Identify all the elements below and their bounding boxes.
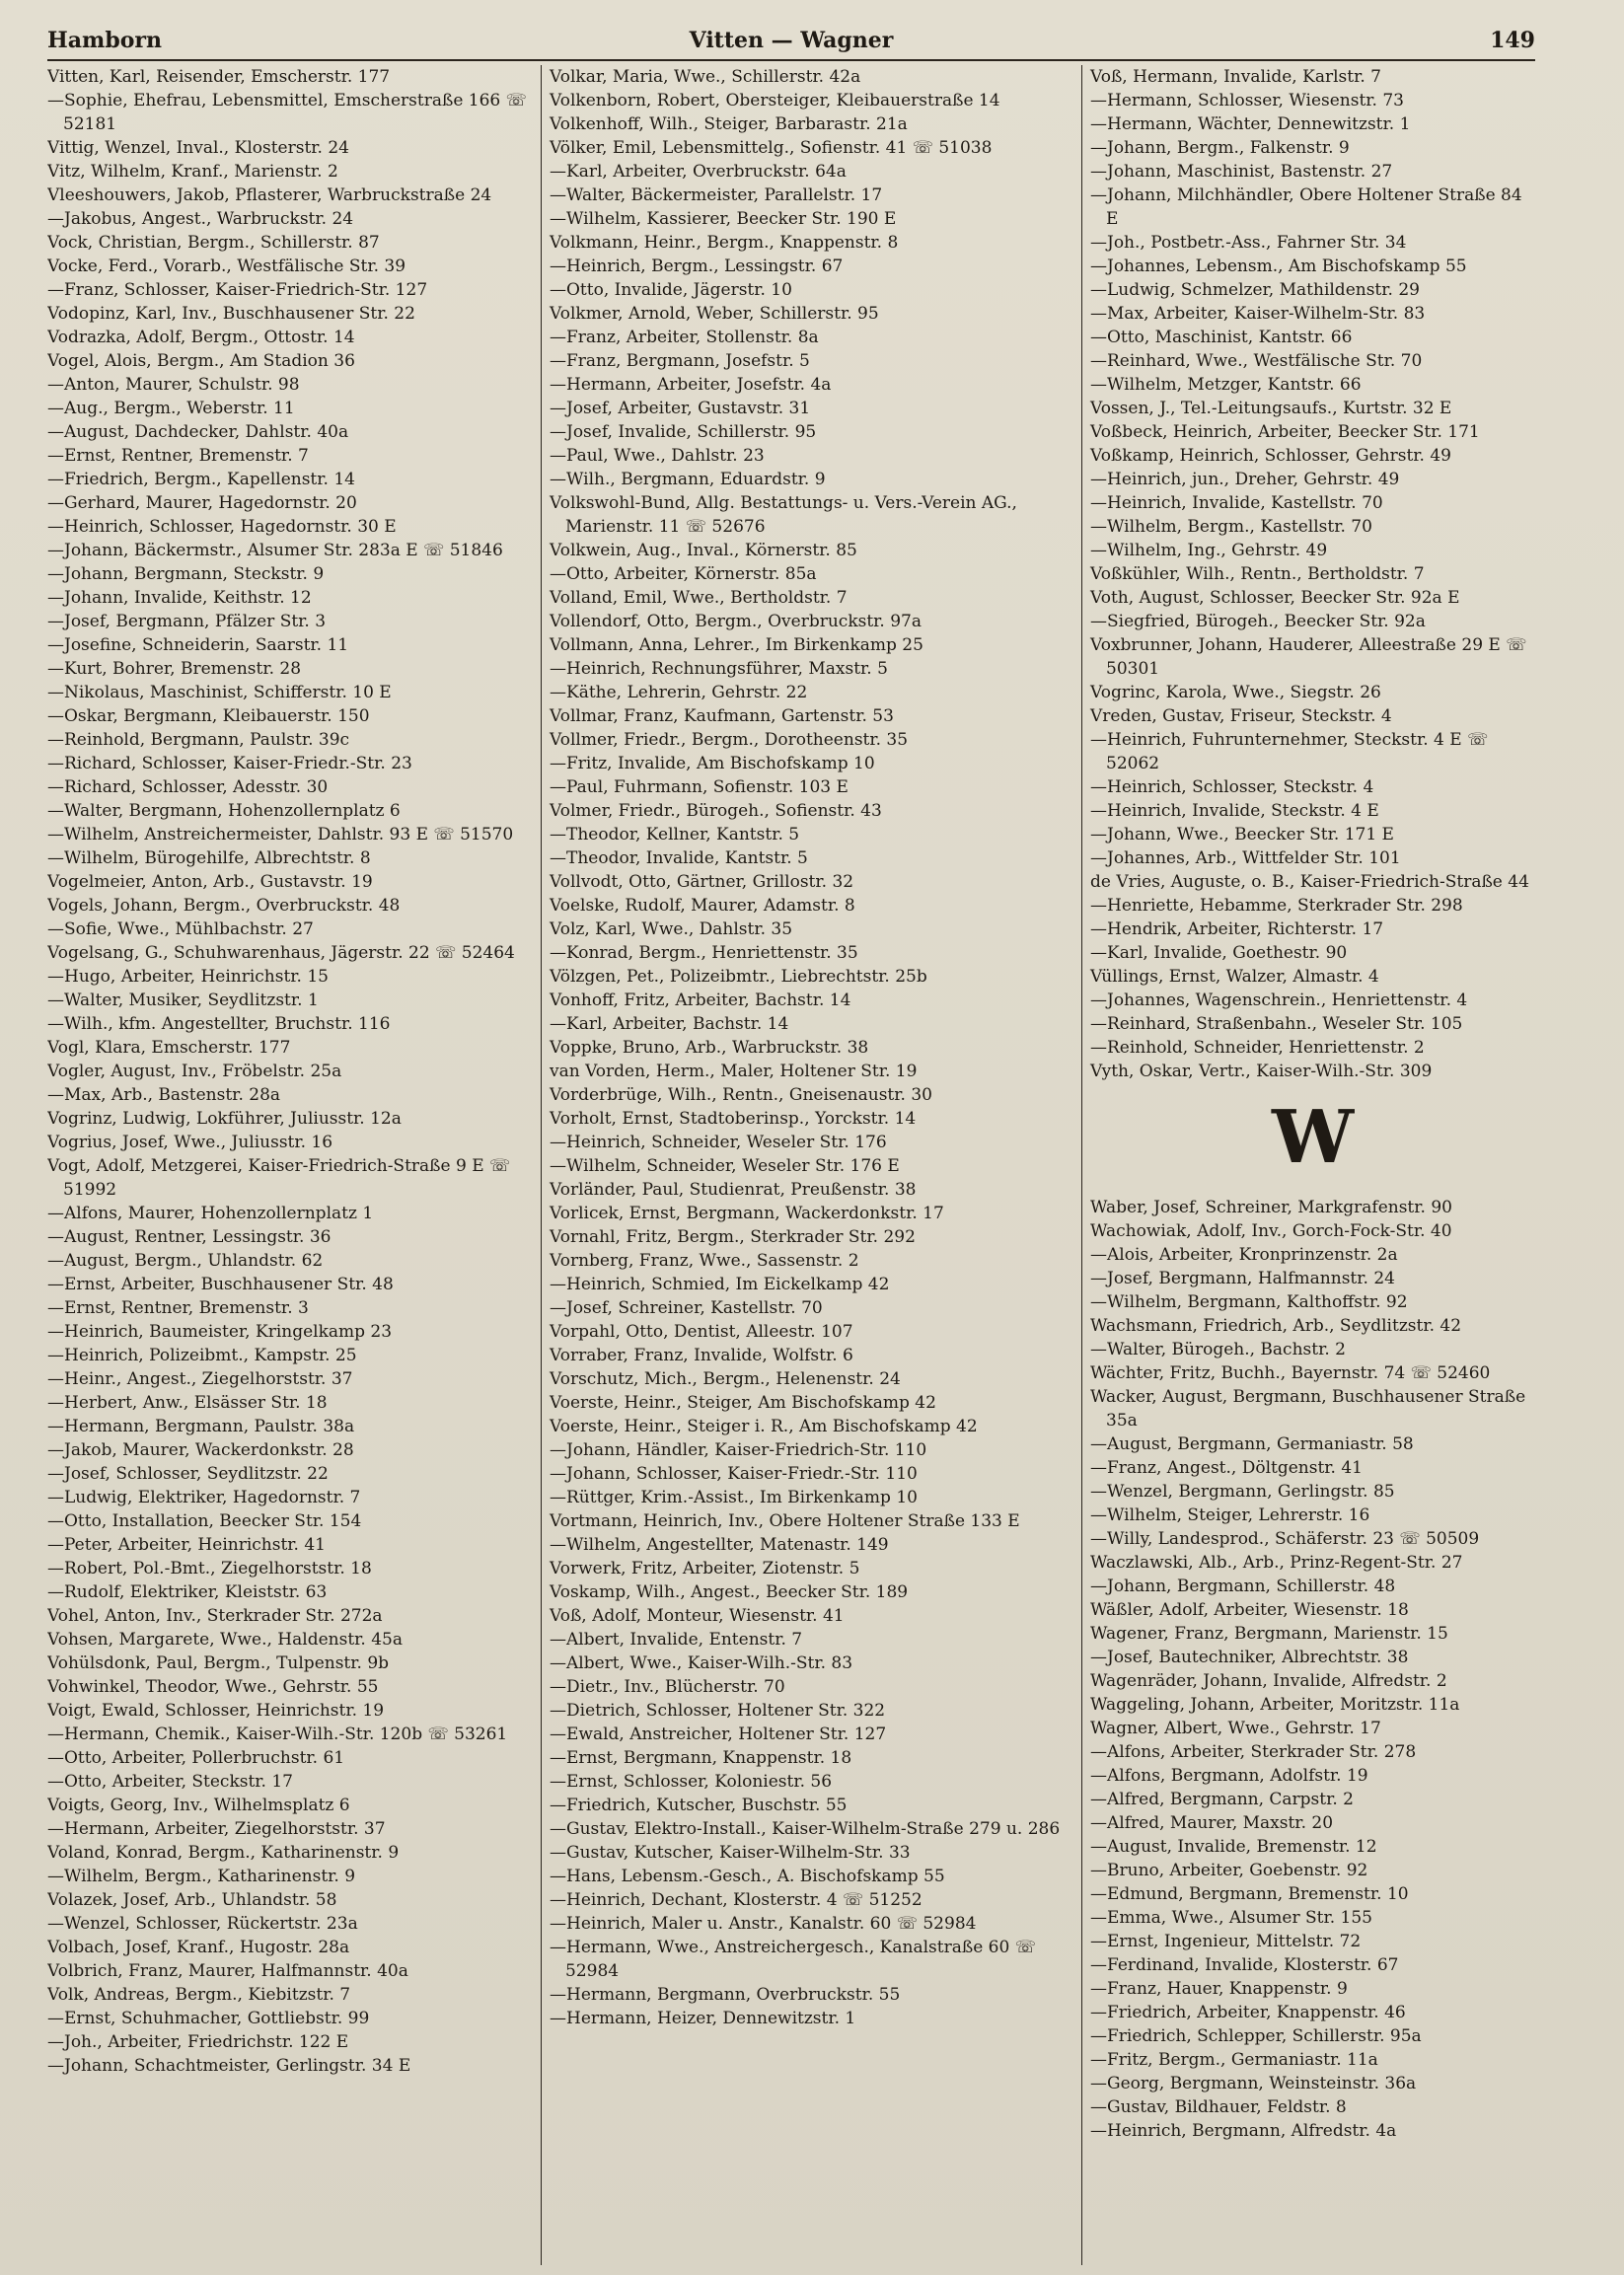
directory-entry: —Walter, Bürogeh., Bachstr. 2 <box>1090 1340 1346 1359</box>
directory-entry: —Wilh., kfm. Angestellter, Bruchstr. 116 <box>47 1014 391 1034</box>
column-3-w-entries <box>1090 1196 1535 2143</box>
directory-entry: —Otto, Arbeiter, Körnerstr. 85a <box>550 564 817 584</box>
directory-entry: —Ewald, Anstreicher, Holtener Str. 127 <box>550 1725 887 1744</box>
directory-entry: Voigts, Georg, Inv., Wilhelmsplatz 6 <box>47 1796 350 1815</box>
directory-entry: Wagener, Franz, Bergmann, Marienstr. 15 <box>1090 1624 1448 1644</box>
directory-entry: —Hermann, Arbeiter, Josefstr. 4a <box>550 375 832 395</box>
directory-entry: —Ernst, Rentner, Bremenstr. 7 <box>47 446 309 466</box>
directory-entry: —Heinr., Angest., Ziegelhorststr. 37 <box>47 1369 353 1389</box>
directory-entry: —Heinrich, Invalide, Kastellstr. 70 <box>1090 493 1383 513</box>
directory-entry: —Alfons, Maurer, Hohenzollernplatz 1 <box>47 1204 374 1223</box>
directory-entry: —Theodor, Kellner, Kantstr. 5 <box>550 825 800 844</box>
directory-entry: —Joh., Postbetr.-Ass., Fahrner Str. 34 <box>1090 233 1407 253</box>
directory-entry: —Reinhard, Straßenbahn., Weseler Str. 105 <box>1090 1014 1463 1034</box>
directory-entry: —Emma, Wwe., Alsumer Str. 155 <box>1090 1908 1372 1928</box>
directory-entry: —Johann, Milchhändler, Obere Holtener Straße 84 E <box>1090 185 1522 229</box>
directory-entry: —Heinrich, Bergmann, Alfredstr. 4a <box>1090 2121 1397 2141</box>
directory-entry: Vohel, Anton, Inv., Sterkrader Str. 272a <box>47 1606 383 1626</box>
directory-entry: —Alfred, Bergmann, Carpstr. 2 <box>1090 1790 1354 1809</box>
directory-entry: —Heinrich, Rechnungsführer, Maxstr. 5 <box>550 659 888 679</box>
directory-entry: —Gustav, Bildhauer, Feldstr. 8 <box>1090 2097 1347 2117</box>
directory-entry: —Wilhelm, Kassierer, Beecker Str. 190 E <box>550 209 897 229</box>
directory-entry: —Konrad, Bergm., Henriettenstr. 35 <box>550 943 858 963</box>
directory-entry: —Aug., Bergm., Weberstr. 11 <box>47 399 295 418</box>
directory-entry: —Karl, Invalide, Goethestr. 90 <box>1090 943 1348 963</box>
directory-entry: Vornahl, Fritz, Bergm., Sterkrader Str. 292 <box>550 1227 916 1247</box>
directory-entry: Volazek, Josef, Arb., Uhlandstr. 58 <box>47 1890 337 1910</box>
directory-entry: —Wilhelm, Bürogehilfe, Albrechtstr. 8 <box>47 848 371 868</box>
directory-entry: Vock, Christian, Bergm., Schillerstr. 87 <box>47 233 380 253</box>
directory-entry: —Alfons, Arbeiter, Sterkrader Str. 278 <box>1090 1742 1417 1762</box>
directory-entry: —Franz, Arbeiter, Stollenstr. 8a <box>550 328 819 347</box>
directory-entry: —Siegfried, Bürogeh., Beecker Str. 92a <box>1090 612 1426 631</box>
directory-entry: Wacker, August, Bergmann, Buschhausener Straße 35a <box>1090 1387 1526 1431</box>
directory-entry: Volmer, Friedr., Bürogeh., Sofienstr. 43 <box>550 801 882 821</box>
directory-entry: —Johann, Schlosser, Kaiser-Friedr.-Str. 110 <box>550 1464 918 1484</box>
directory-entry: Vogl, Klara, Emscherstr. 177 <box>47 1038 291 1058</box>
directory-entry: Waczlawski, Alb., Arb., Prinz-Regent-Str. 27 <box>1090 1553 1463 1573</box>
directory-entry: —Bruno, Arbeiter, Goebenstr. 92 <box>1090 1861 1368 1880</box>
directory-entry: Voerste, Heinr., Steiger i. R., Am Bischofskamp 42 <box>550 1417 978 1436</box>
directory-entry: —Herbert, Anw., Elsässer Str. 18 <box>47 1393 328 1413</box>
directory-entry: —Friedrich, Bergm., Kapellenstr. 14 <box>47 470 355 489</box>
directory-entry: —Heinrich, Schneider, Weseler Str. 176 <box>550 1133 887 1152</box>
column-1 <box>47 65 531 2265</box>
directory-entry: Vollvodt, Otto, Gärtner, Grillostr. 32 <box>550 872 854 892</box>
directory-entry: —Jakob, Maurer, Wackerdonkstr. 28 <box>47 1440 354 1460</box>
directory-entry: —Heinrich, Schlosser, Steckstr. 4 <box>1090 777 1374 797</box>
directory-entry: Vittig, Wenzel, Inval., Klosterstr. 24 <box>47 138 349 158</box>
directory-entry: —Franz, Bergmann, Josefstr. 5 <box>550 351 810 371</box>
directory-entry: —Fritz, Invalide, Am Bischofskamp 10 <box>550 754 875 773</box>
directory-entry: Vleeshouwers, Jakob, Pflasterer, Warbruckstraße 24 <box>47 185 492 205</box>
directory-entry: —Ludwig, Elektriker, Hagedornstr. 7 <box>47 1488 361 1507</box>
directory-entry: —Johann, Maschinist, Bastenstr. 27 <box>1090 162 1393 182</box>
directory-entry: —Robert, Pol.-Bmt., Ziegelhorststr. 18 <box>47 1559 372 1578</box>
directory-entry: —Heinrich, Dechant, Klosterstr. 4 ☏ 51252 <box>550 1890 923 1910</box>
directory-entry: Vreden, Gustav, Friseur, Steckstr. 4 <box>1090 706 1392 726</box>
directory-entry: Volk, Andreas, Bergm., Kiebitzstr. 7 <box>47 1985 351 2005</box>
directory-entry: Volkar, Maria, Wwe., Schillerstr. 42a <box>550 67 861 87</box>
directory-entry: Voth, August, Schlosser, Beecker Str. 92a E <box>1090 588 1460 608</box>
directory-entry: Volkenhoff, Wilh., Steiger, Barbarastr. 21a <box>550 114 908 134</box>
directory-entry: —Heinrich, Fuhrunternehmer, Steckstr. 4 E ☏ 52062 <box>1090 730 1489 773</box>
directory-entry: Vitten, Karl, Reisender, Emscherstr. 177 <box>47 67 391 87</box>
column-2 <box>541 65 1081 2265</box>
directory-entry: —Dietr., Inv., Blücherstr. 70 <box>550 1677 785 1697</box>
directory-entry: Voßkühler, Wilh., Rentn., Bertholdstr. 7 <box>1090 564 1425 584</box>
directory-entry: Vossen, J., Tel.-Leitungsaufs., Kurtstr. 32 E <box>1090 399 1452 418</box>
directory-entry: —Gustav, Kutscher, Kaiser-Wilhelm-Str. 33 <box>550 1843 911 1863</box>
directory-entry: —Johann, Händler, Kaiser-Friedrich-Str. 110 <box>550 1440 927 1460</box>
directory-entry: Vonhoff, Fritz, Arbeiter, Bachstr. 14 <box>550 991 851 1010</box>
directory-entry: —Josefine, Schneiderin, Saarstr. 11 <box>47 635 349 655</box>
directory-entry: —Heinrich, Polizeibmt., Kampstr. 25 <box>47 1346 357 1365</box>
directory-entry: Vollmer, Friedr., Bergm., Dorotheenstr. 35 <box>550 730 909 750</box>
directory-entry: Vyth, Oskar, Vertr., Kaiser-Wilh.-Str. 309 <box>1090 1062 1433 1081</box>
directory-entry: —Hermann, Wächter, Dennewitzstr. 1 <box>1090 114 1411 134</box>
directory-entry: Vohwinkel, Theodor, Wwe., Gehrstr. 55 <box>47 1677 379 1697</box>
directory-entry: —Alois, Arbeiter, Kronprinzenstr. 2a <box>1090 1245 1398 1265</box>
directory-entry: —Reinhold, Schneider, Henriettenstr. 2 <box>1090 1038 1425 1058</box>
directory-entry: —Hermann, Heizer, Dennewitzstr. 1 <box>550 2009 856 2028</box>
directory-entry: van Vorden, Herm., Maler, Holtener Str. 19 <box>550 1062 918 1081</box>
directory-entry: —Johann, Bergmann, Schillerstr. 48 <box>1090 1577 1396 1596</box>
directory-entry: —Hermann, Wwe., Anstreichergesch., Kanalstraße 60 ☏ 52984 <box>550 1938 1036 1981</box>
directory-entry: —Johann, Invalide, Keithstr. 12 <box>47 588 312 608</box>
directory-entry: —Josef, Bergmann, Pfälzer Str. 3 <box>47 612 327 631</box>
directory-entry: —Josef, Invalide, Schillerstr. 95 <box>550 422 817 442</box>
directory-entry: —Reinhold, Bergmann, Paulstr. 39c <box>47 730 350 750</box>
directory-entry: —August, Rentner, Lessingstr. 36 <box>47 1227 332 1247</box>
directory-entry: Vogelsang, G., Schuhwarenhaus, Jägerstr. 22 ☏ 52464 <box>47 943 515 963</box>
directory-entry: —Karl, Arbeiter, Bachstr. 14 <box>550 1014 789 1034</box>
directory-entry: —Josef, Arbeiter, Gustavstr. 31 <box>550 399 811 418</box>
directory-entry: —Josef, Bautechniker, Albrechtstr. 38 <box>1090 1648 1409 1667</box>
directory-entry: —Friedrich, Kutscher, Buschstr. 55 <box>550 1796 848 1815</box>
section-letter: W <box>1271 1095 1355 1180</box>
directory-entry: Völker, Emil, Lebensmittelg., Sofienstr. 41 ☏ 51038 <box>550 138 993 158</box>
directory-entry: —Georg, Bergmann, Weinsteinstr. 36a <box>1090 2074 1417 2093</box>
directory-entry: —Hermann, Bergmann, Overbruckstr. 55 <box>550 1985 901 2005</box>
directory-entry: Voß, Hermann, Invalide, Karlstr. 7 <box>1090 67 1381 87</box>
directory-entry: Wagner, Albert, Wwe., Gehrstr. 17 <box>1090 1719 1381 1738</box>
directory-entry: Vorholt, Ernst, Stadtoberinsp., Yorckstr. 14 <box>550 1109 917 1129</box>
directory-entry: —Sofie, Wwe., Mühlbachstr. 27 <box>47 919 314 939</box>
directory-entry: —Otto, Maschinist, Kantstr. 66 <box>1090 328 1353 347</box>
directory-entry: —Wilhelm, Angestellter, Matenastr. 149 <box>550 1535 889 1555</box>
directory-entry: Vorlicek, Ernst, Bergmann, Wackerdonkstr. 17 <box>550 1204 944 1223</box>
directory-entry: Wäßler, Adolf, Arbeiter, Wiesenstr. 18 <box>1090 1600 1409 1620</box>
directory-entry: Vogt, Adolf, Metzgerei, Kaiser-Friedrich-Straße 9 E ☏ 51992 <box>47 1156 511 1200</box>
directory-entry: —Otto, Arbeiter, Steckstr. 17 <box>47 1772 293 1792</box>
directory-entry: Vogrinc, Karola, Wwe., Siegstr. 26 <box>1090 683 1381 702</box>
directory-entry: Vogelmeier, Anton, Arb., Gustavstr. 19 <box>47 872 373 892</box>
directory-entry: —Joh., Arbeiter, Friedrichstr. 122 E <box>47 2032 349 2052</box>
directory-entry: —Anton, Maurer, Schulstr. 98 <box>47 375 300 395</box>
directory-entry: —Ferdinand, Invalide, Klosterstr. 67 <box>1090 1955 1399 1975</box>
directory-entry: —Jakobus, Angest., Warbruckstr. 24 <box>47 209 354 229</box>
directory-entry: Vorschutz, Mich., Bergm., Helenenstr. 24 <box>550 1369 901 1389</box>
directory-entry: —Hendrik, Arbeiter, Richterstr. 17 <box>1090 919 1384 939</box>
directory-entry: Wachowiak, Adolf, Inv., Gorch-Fock-Str. 40 <box>1090 1221 1452 1241</box>
directory-entry: —Heinrich, Maler u. Anstr., Kanalstr. 60 ☏ 52984 <box>550 1914 977 1934</box>
directory-entry: Vorraber, Franz, Invalide, Wolfstr. 6 <box>550 1346 853 1365</box>
directory-entry: —Henriette, Hebamme, Sterkrader Str. 298 <box>1090 896 1463 916</box>
directory-entry: —Nikolaus, Maschinist, Schifferstr. 10 E <box>47 683 392 702</box>
directory-entry: —Wilh., Bergmann, Eduardstr. 9 <box>550 470 826 489</box>
directory-entry: —Richard, Schlosser, Adesstr. 30 <box>47 777 329 797</box>
directory-entry: —August, Bergmann, Germaniastr. 58 <box>1090 1434 1414 1454</box>
directory-entry: Vorländer, Paul, Studienrat, Preußenstr. 38 <box>550 1180 917 1200</box>
directory-entry: Voskamp, Wilh., Angest., Beecker Str. 189 <box>550 1582 909 1602</box>
directory-entry: —Heinrich, jun., Dreher, Gehrstr. 49 <box>1090 470 1400 489</box>
directory-entry: —August, Dachdecker, Dahlstr. 40a <box>47 422 349 442</box>
directory-entry: Voppke, Bruno, Arb., Warbruckstr. 38 <box>550 1038 869 1058</box>
directory-entry: —Josef, Schlosser, Seydlitzstr. 22 <box>47 1464 329 1484</box>
page-number: 149 <box>1490 28 1535 53</box>
directory-entry: Vocke, Ferd., Vorarb., Westfälische Str. 39 <box>47 257 406 276</box>
directory-entry: —Oskar, Bergmann, Kleibauerstr. 150 <box>47 706 370 726</box>
directory-entry: —Wilhelm, Schneider, Weseler Str. 176 E <box>550 1156 900 1176</box>
directory-entry: —August, Bergm., Uhlandstr. 62 <box>47 1251 324 1271</box>
directory-entry: Vorpahl, Otto, Dentist, Alleestr. 107 <box>550 1322 853 1342</box>
directory-entry: —Otto, Arbeiter, Pollerbruchstr. 61 <box>47 1748 345 1768</box>
directory-entry: —Franz, Schlosser, Kaiser-Friedrich-Str. 127 <box>47 280 428 300</box>
directory-entry: —Reinhard, Wwe., Westfälische Str. 70 <box>1090 351 1423 371</box>
directory-entry: —Heinrich, Baumeister, Kringelkamp 23 <box>47 1322 393 1342</box>
directory-entry: Volland, Emil, Wwe., Bertholdstr. 7 <box>550 588 848 608</box>
directory-entry: Volkmann, Heinr., Bergm., Knappenstr. 8 <box>550 233 899 253</box>
directory-entry: —Käthe, Lehrerin, Gehrstr. 22 <box>550 683 808 702</box>
directory-entry: —Ludwig, Schmelzer, Mathildenstr. 29 <box>1090 280 1420 300</box>
directory-entry: —Johannes, Lebensm., Am Bischofskamp 55 <box>1090 257 1467 276</box>
directory-entry: —Fritz, Bergm., Germaniastr. 11a <box>1090 2050 1378 2070</box>
directory-entry: —Hans, Lebensm.-Gesch., A. Bischofskamp 55 <box>550 1867 945 1886</box>
page-header <box>47 24 1535 61</box>
directory-entry: Voxbrunner, Johann, Hauderer, Alleestraße 29 E ☏ 50301 <box>1090 635 1527 679</box>
directory-entry: Volkswohl-Bund, Allg. Bestattungs- u. Vers.-Verein AG., Marienstr. 11 ☏ 52676 <box>550 493 1017 537</box>
directory-entry: Vohsen, Margarete, Wwe., Haldenstr. 45a <box>47 1630 403 1650</box>
directory-entry: —Hermann, Arbeiter, Ziegelhorststr. 37 <box>47 1819 386 1839</box>
directory-entry: Voland, Konrad, Bergm., Katharinenstr. 9 <box>47 1843 400 1863</box>
directory-entry: Voßbeck, Heinrich, Arbeiter, Beecker Str. 171 <box>1090 422 1480 442</box>
directory-entry: Vortmann, Heinrich, Inv., Obere Holtener Straße 133 E <box>550 1511 1020 1531</box>
directory-entry: —Walter, Musiker, Seydlitzstr. 1 <box>47 991 319 1010</box>
directory-entry: Wachsmann, Friedrich, Arb., Seydlitzstr. 42 <box>1090 1316 1462 1336</box>
directory-entry: de Vries, Auguste, o. B., Kaiser-Friedrich-Straße 44 <box>1090 872 1529 892</box>
directory-entry: —Gustav, Elektro-Install., Kaiser-Wilhelm-Straße 279 u. 286 <box>550 1819 1061 1839</box>
directory-entry: —Ernst, Arbeiter, Buschhausener Str. 48 <box>47 1275 394 1294</box>
directory-entry: Vitz, Wilhelm, Kranf., Marienstr. 2 <box>47 162 338 182</box>
directory-entry: —Ernst, Schlosser, Koloniestr. 56 <box>550 1772 833 1792</box>
directory-entry: Vollmar, Franz, Kaufmann, Gartenstr. 53 <box>550 706 894 726</box>
directory-entry: —Alfred, Maurer, Maxstr. 20 <box>1090 1813 1334 1833</box>
header-town: Hamborn <box>47 28 162 53</box>
directory-entry: —Albert, Invalide, Entenstr. 7 <box>550 1630 803 1650</box>
directory-entry: —Walter, Bäckermeister, Parallelstr. 17 <box>550 185 883 205</box>
directory-entry: —Theodor, Invalide, Kantstr. 5 <box>550 848 808 868</box>
directory-entry: —Johann, Bergmann, Steckstr. 9 <box>47 564 325 584</box>
directory-entry: —Josef, Schreiner, Kastellstr. 70 <box>550 1298 823 1318</box>
directory-entry: —Wilhelm, Bergmann, Kalthoffstr. 92 <box>1090 1292 1408 1312</box>
directory-entry: Wagenräder, Johann, Invalide, Alfredstr. 2 <box>1090 1671 1447 1691</box>
directory-entry: —Gerhard, Maurer, Hagedornstr. 20 <box>47 493 357 513</box>
directory-entry: —Josef, Bergmann, Halfmannstr. 24 <box>1090 1269 1395 1288</box>
directory-entry: —Richard, Schlosser, Kaiser-Friedr.-Str. 23 <box>47 754 412 773</box>
directory-entry: Volkmer, Arnold, Weber, Schillerstr. 95 <box>550 304 879 324</box>
directory-entry: —Johann, Schachtmeister, Gerlingstr. 34 E <box>47 2056 411 2076</box>
directory-entry: —Edmund, Bergmann, Bremenstr. 10 <box>1090 1884 1409 1904</box>
directory-entry: —Hugo, Arbeiter, Heinrichstr. 15 <box>47 967 329 987</box>
directory-entry: —Peter, Arbeiter, Heinrichstr. 41 <box>47 1535 326 1555</box>
directory-entry: Vornberg, Franz, Wwe., Sassenstr. 2 <box>550 1251 859 1271</box>
directory-entry: Vorderbrüge, Wilh., Rentn., Gneisenaustr. 30 <box>550 1085 932 1105</box>
directory-entry: Waber, Josef, Schreiner, Markgrafenstr. 90 <box>1090 1198 1452 1217</box>
directory-entry: —Johann, Bergm., Falkenstr. 9 <box>1090 138 1350 158</box>
directory-entry: —Heinrich, Schmied, Im Eickelkamp 42 <box>550 1275 890 1294</box>
directory-entry: —Friedrich, Arbeiter, Knappenstr. 46 <box>1090 2003 1406 2022</box>
directory-entry: Voß, Adolf, Monteur, Wiesenstr. 41 <box>550 1606 845 1626</box>
directory-entry: —Rüttger, Krim.-Assist., Im Birkenkamp 10 <box>550 1488 918 1507</box>
directory-entry: —Ernst, Ingenieur, Mittelstr. 72 <box>1090 1932 1362 1951</box>
directory-entry: —Heinrich, Invalide, Steckstr. 4 E <box>1090 801 1379 821</box>
directory-entry: Volkenborn, Robert, Obersteiger, Kleibauerstraße 14 <box>550 91 1000 110</box>
directory-entry: Voerste, Heinr., Steiger, Am Bischofskamp 42 <box>550 1393 936 1413</box>
directory-entry: Vogel, Alois, Bergm., Am Stadion 36 <box>47 351 355 371</box>
directory-entry: Volbrich, Franz, Maurer, Halfmannstr. 40a <box>47 1961 408 1981</box>
directory-entry: Vohülsdonk, Paul, Bergm., Tulpenstr. 9b <box>47 1653 390 1673</box>
directory-entry: —August, Invalide, Bremenstr. 12 <box>1090 1837 1377 1857</box>
directory-entry: —Ernst, Schuhmacher, Gottliebstr. 99 <box>47 2009 370 2028</box>
columns <box>47 65 1535 2265</box>
directory-entry: Völzgen, Pet., Polizeibmtr., Liebrechtstr. 25b <box>550 967 927 987</box>
directory-entry: —Franz, Angest., Döltgenstr. 41 <box>1090 1458 1363 1478</box>
directory-entry: —Johannes, Arb., Wittfelder Str. 101 <box>1090 848 1401 868</box>
directory-entry: —Willy, Landesprod., Schäferstr. 23 ☏ 50509 <box>1090 1529 1480 1549</box>
directory-entry: Vogler, August, Inv., Fröbelstr. 25a <box>47 1062 342 1081</box>
directory-entry: —Paul, Wwe., Dahlstr. 23 <box>550 446 765 466</box>
directory-entry: —Wilhelm, Bergm., Katharinenstr. 9 <box>47 1867 356 1886</box>
directory-entry: —Kurt, Bohrer, Bremenstr. 28 <box>47 659 302 679</box>
directory-entry: —Hermann, Bergmann, Paulstr. 38a <box>47 1417 355 1436</box>
directory-entry: —Walter, Bergmann, Hohenzollernplatz 6 <box>47 801 401 821</box>
directory-entry: —Otto, Invalide, Jägerstr. 10 <box>550 280 792 300</box>
directory-entry: Vogels, Johann, Bergm., Overbruckstr. 48 <box>47 896 401 916</box>
directory-entry: —Wenzel, Bergmann, Gerlingstr. 85 <box>1090 1482 1395 1502</box>
directory-entry: Volbach, Josef, Kranf., Hugostr. 28a <box>47 1938 350 1957</box>
directory-entry: Vorwerk, Fritz, Arbeiter, Ziotenstr. 5 <box>550 1559 860 1578</box>
directory-entry: Vodopinz, Karl, Inv., Buschhausener Str. 22 <box>47 304 415 324</box>
directory-entry: Vollmann, Anna, Lehrer., Im Birkenkamp 25 <box>550 635 923 655</box>
directory-entry: —Wilhelm, Steiger, Lehrerstr. 16 <box>1090 1505 1370 1525</box>
directory-entry: Vollendorf, Otto, Bergm., Overbruckstr. 97a <box>550 612 923 631</box>
directory-entry: —Paul, Fuhrmann, Sofienstr. 103 E <box>550 777 849 797</box>
directory-entry: —Hermann, Schlosser, Wiesenstr. 73 <box>1090 91 1404 110</box>
directory-entry: —Wilhelm, Ing., Gehrstr. 49 <box>1090 541 1328 560</box>
directory-entry: Vogrius, Josef, Wwe., Juliusstr. 16 <box>47 1133 333 1152</box>
directory-entry: Volz, Karl, Wwe., Dahlstr. 35 <box>550 919 793 939</box>
directory-entry: Voßkamp, Heinrich, Schlosser, Gehrstr. 49 <box>1090 446 1451 466</box>
directory-entry: —Johann, Wwe., Beecker Str. 171 E <box>1090 825 1394 844</box>
directory-entry: —Johann, Bäckermstr., Alsumer Str. 283a E ☏ 51846 <box>47 541 503 560</box>
column-3-v-entries <box>1090 65 1535 1083</box>
directory-entry: Waggeling, Johann, Arbeiter, Moritzstr. 11a <box>1090 1695 1460 1715</box>
directory-entry: —Alfons, Bergmann, Adolfstr. 19 <box>1090 1766 1368 1786</box>
directory-entry: —Max, Arbeiter, Kaiser-Wilhelm-Str. 83 <box>1090 304 1426 324</box>
directory-entry: —Ernst, Bergmann, Knappenstr. 18 <box>550 1748 852 1768</box>
directory-entry: Voigt, Ewald, Schlosser, Heinrichstr. 19 <box>47 1701 385 1721</box>
directory-entry: —Franz, Hauer, Knappenstr. 9 <box>1090 1979 1348 1999</box>
directory-entry: —Wilhelm, Bergm., Kastellstr. 70 <box>1090 517 1372 537</box>
directory-entry: —Albert, Wwe., Kaiser-Wilh.-Str. 83 <box>550 1653 853 1673</box>
directory-entry: Vodrazka, Adolf, Bergm., Ottostr. 14 <box>47 328 355 347</box>
column-3 <box>1081 65 1535 2265</box>
directory-entry: —Max, Arb., Bastenstr. 28a <box>47 1085 281 1105</box>
directory-entry: —Wenzel, Schlosser, Rückertstr. 23a <box>47 1914 358 1934</box>
directory-entry: —Friedrich, Schlepper, Schillerstr. 95a <box>1090 2026 1422 2046</box>
directory-entry: Voelske, Rudolf, Maurer, Adamstr. 8 <box>550 896 855 916</box>
directory-entry: Volkwein, Aug., Inval., Körnerstr. 85 <box>550 541 857 560</box>
directory-entry: —Rudolf, Elektriker, Kleiststr. 63 <box>47 1582 328 1602</box>
directory-entry: —Heinrich, Schlosser, Hagedornstr. 30 E <box>47 517 397 537</box>
directory-entry: Wächter, Fritz, Buchh., Bayernstr. 74 ☏ 52460 <box>1090 1363 1491 1383</box>
directory-entry: —Otto, Installation, Beecker Str. 154 <box>47 1511 362 1531</box>
directory-entry: —Sophie, Ehefrau, Lebensmittel, Emscherstraße 166 ☏ 52181 <box>47 91 527 134</box>
directory-entry: —Johannes, Wagenschrein., Henriettenstr. 4 <box>1090 991 1468 1010</box>
directory-entry: —Wilhelm, Metzger, Kantstr. 66 <box>1090 375 1362 395</box>
directory-entry: Vogrinz, Ludwig, Lokführer, Juliusstr. 12a <box>47 1109 402 1129</box>
directory-entry: —Wilhelm, Anstreichermeister, Dahlstr. 93 E ☏ 51570 <box>47 825 514 844</box>
directory-entry: —Dietrich, Schlosser, Holtener Str. 322 <box>550 1701 886 1721</box>
directory-entry: —Hermann, Chemik., Kaiser-Wilh.-Str. 120b ☏ 53261 <box>47 1725 508 1744</box>
directory-entry: —Karl, Arbeiter, Overbruckstr. 64a <box>550 162 847 182</box>
header-range: Vitten — Wagner <box>689 28 894 53</box>
directory-entry: Vüllings, Ernst, Walzer, Almastr. 4 <box>1090 967 1379 987</box>
directory-entry: —Heinrich, Bergm., Lessingstr. 67 <box>550 257 844 276</box>
directory-entry: —Ernst, Rentner, Bremenstr. 3 <box>47 1298 309 1318</box>
